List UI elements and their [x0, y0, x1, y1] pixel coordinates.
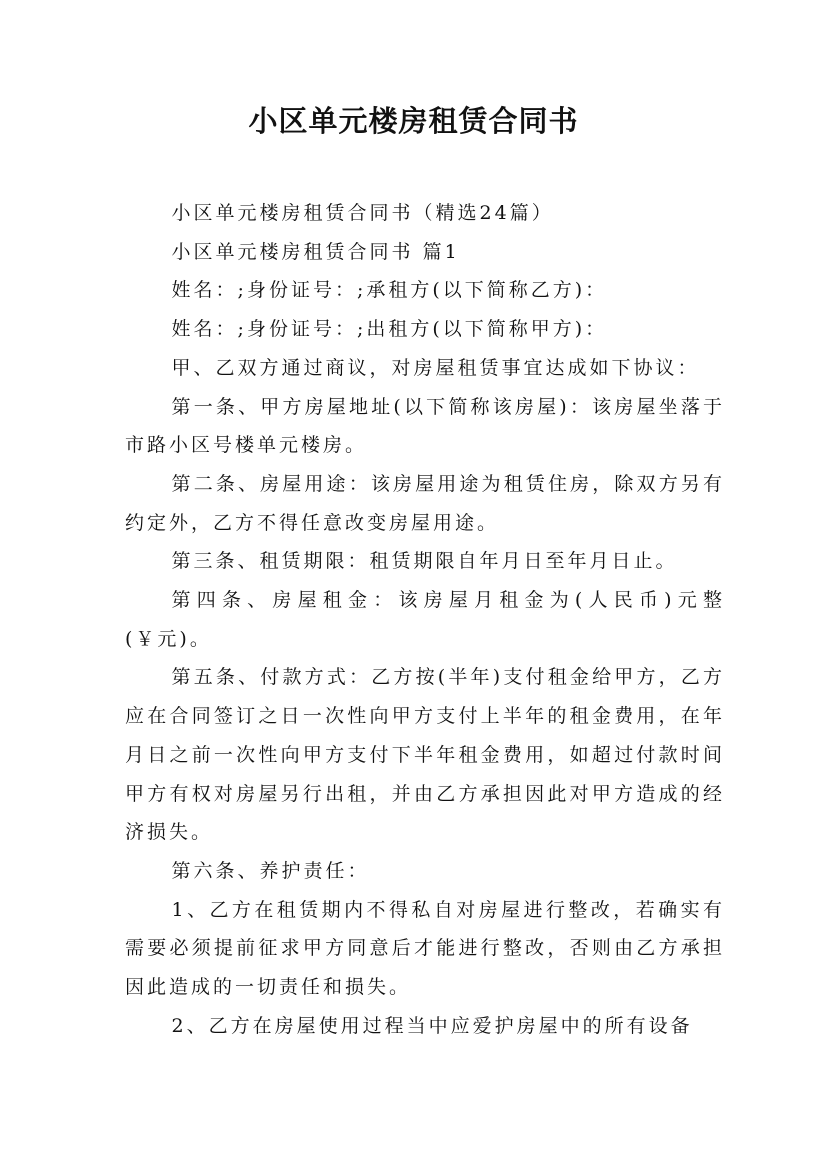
paragraph-agreement-intro: 甲、乙双方通过商议，对房屋租赁事宜达成如下协议：: [171, 356, 700, 379]
paragraph-article-1: 第一条、甲方房屋地址(以下简称该房屋)：该房屋坐落于市路小区号楼单元楼房。: [125, 395, 725, 457]
paragraph-article-6-item-1: 1、乙方在租赁期内不得私自对房屋进行整改，若确实有需要必须提前征求甲方同意后才能进行整改，否则由乙方承担因此造成的一切责任和损失。: [125, 898, 725, 999]
document-title: 小区单元楼房租赁合同书: [248, 104, 579, 138]
paragraph-article-2: 第二条、房屋用途：该房屋用途为租赁住房，除双方另有约定外，乙方不得任意改变房屋用途。: [125, 472, 725, 534]
paragraph-article-3: 第三条、租赁期限：租赁期限自年月日至年月日止。: [171, 550, 678, 573]
paragraph-article-4: 第四条、房屋租金：该房屋月租金为(人民币)元整(￥元)。: [125, 589, 725, 650]
paragraph-article-5: 第五条、付款方式：乙方按(半年)支付租金给甲方，乙方应在合同签订之日一次性向甲方支付上半年的租金费用，在年月日之前一次性向甲方支付下半年租金费用，如超过付款时间甲方有权对房屋另行出租，并由乙方承担因此对甲方造成的经济损失。: [125, 666, 725, 844]
document-body: [125, 194, 725, 1045]
paragraph-subtitle: 小区单元楼房租赁合同书（精选24篇）: [171, 202, 554, 224]
paragraph-lessor-info: 姓名：;身份证号：;出租方(以下简称甲方)：: [171, 318, 608, 341]
paragraph-lessee-info: 姓名：;身份证号：;承租方(以下简称乙方)：: [171, 279, 608, 302]
paragraph-article-6: 第六条、养护责任：: [171, 859, 370, 882]
paragraph-chapter-heading: 小区单元楼房租赁合同书 篇1: [171, 240, 460, 263]
paragraph-article-6-item-2: 2、乙方在房屋使用过程当中应爱护房屋中的所有设备: [171, 1014, 693, 1037]
